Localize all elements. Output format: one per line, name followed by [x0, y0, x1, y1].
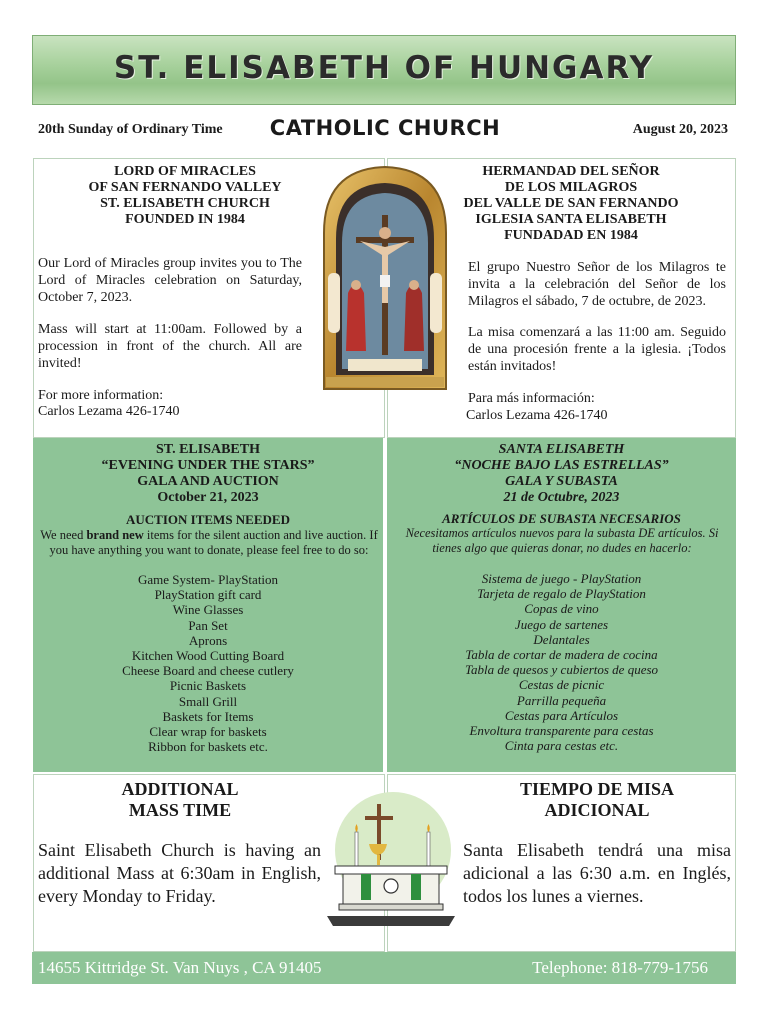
list-item: Juego de sartenes	[514, 616, 609, 632]
church-phone: Telephone: 818-779-1756	[532, 958, 708, 977]
list-item: Clear wrap for baskets	[149, 724, 267, 740]
list-item: Cestas de picnic	[518, 677, 605, 693]
auction-items-list-es	[387, 571, 736, 753]
church-subtitle: CATHOLIC CHURCH	[269, 116, 501, 140]
lord-of-miracles-image	[318, 163, 452, 393]
mass-en-heading: ADDITIONAL MASS TIME	[121, 779, 239, 820]
church-address: 14655 Kittridge St. Van Nuys , CA 91405	[38, 958, 322, 977]
auction-intro-es: Necesitamos artículos nuevos para la subasta DE artículos. Si tienes algo que quieras donar, no dudes en hacerlo:	[405, 526, 719, 555]
list-item: Game System- PlayStation	[137, 572, 279, 587]
altar-icon	[325, 792, 455, 932]
list-item: Baskets for Items	[162, 708, 254, 724]
list-item: Envoltura transparente para cestas	[469, 723, 654, 739]
list-item: Copas de vino	[524, 601, 599, 617]
church-name: ST. ELISABETH OF HUNGARY	[113, 50, 655, 86]
lord-es-contact: Carlos Lezama 426-1740	[466, 408, 608, 423]
mass-en-body: Saint Elisabeth Church is having an additional Mass at 6:30am in English, every Monday to Friday.	[38, 840, 321, 906]
list-item: Ribbon for baskets etc.	[148, 739, 268, 755]
list-item: Parrilla pequeña	[516, 692, 607, 708]
auction-items-heading-es: ARTÍCULOS DE SUBASTA NECESARIOS	[442, 511, 681, 526]
list-item: Cinta para cestas etc.	[504, 738, 619, 754]
lord-en-info-label: For more information:	[38, 388, 164, 403]
list-item: Aprons	[188, 632, 228, 648]
auction-items-heading: AUCTION ITEMS NEEDED	[126, 512, 290, 527]
list-item: Small Grill	[178, 693, 238, 709]
list-item: PlayStation gift card	[154, 587, 262, 603]
gala-en-heading: ST. ELISABETH “EVENING UNDER THE STARS” GALA AND AUCTION October 21, 2023	[101, 442, 315, 505]
list-item: Kitchen Wood Cutting Board	[131, 648, 285, 664]
liturgical-sunday: 20th Sunday of Ordinary Time	[38, 122, 223, 137]
list-item: Wine Glasses	[172, 602, 244, 618]
lord-es-mass: La misa comenzará a las 11:00 am. Seguido de una procesión frente a la iglesia. ¡Todos están invitados!	[468, 325, 726, 374]
gala-es-heading: SANTA ELISABETH “NOCHE BAJO LAS ESTRELLAS” GALA Y SUBASTA 21 de Octubre, 2023	[454, 442, 669, 505]
list-item: Delantales	[533, 631, 590, 647]
list-item: Cestas para Artículos	[504, 707, 619, 723]
lord-en-contact: Carlos Lezama 426-1740	[38, 404, 180, 419]
list-item: Tabla de quesos y cubiertos de queso	[464, 662, 659, 678]
mass-es-body: Santa Elisabeth tendrá una misa adicional a las 6:30 a.m. en Inglés, todos los lunes a viernes.	[463, 840, 731, 906]
lord-en-heading: LORD OF MIRACLES OF SAN FERNANDO VALLEY ST. ELISABETH CHURCH FOUNDED IN 1984	[88, 164, 282, 227]
list-item: Pan Set	[188, 617, 228, 633]
auction-intro: We need brand new items for the silent auction and live auction. If you have anything you want to donate, please feel free to do so:	[40, 528, 378, 557]
lord-en-mass: Mass will start at 11:00am. Followed by a procession in front of the church. All are invited!	[38, 322, 302, 371]
list-item: Picnic Baskets	[169, 678, 247, 694]
list-item: Sistema de juego - PlayStation	[481, 571, 642, 586]
lord-es-invite: El grupo Nuestro Señor de los Milagros te invita a la celebración del Señor de los Milagros el sábado, 7 de octubre, de 2023.	[468, 260, 726, 309]
list-item: Tarjeta de regalo de PlayStation	[477, 586, 646, 602]
lord-es-info-label: Para más información:	[468, 391, 595, 406]
title-banner	[32, 35, 736, 105]
footer-bar	[32, 952, 736, 984]
lord-en-invite: Our Lord of Miracles group invites you to The Lord of Miracles celebration on Saturday, October 7, 2023.	[38, 256, 302, 305]
mass-es-heading: TIEMPO DE MISA ADICIONAL	[519, 779, 674, 820]
bulletin-date: August 20, 2023	[632, 122, 728, 137]
list-item: Cheese Board and cheese cutlery	[122, 663, 294, 679]
lord-es-heading: HERMANDAD DEL SEÑOR DE LOS MILAGROS DEL VALLE DE SAN FERNANDO IGLESIA SANTA ELISABETH FUNDADAD EN 1984	[463, 164, 679, 243]
list-item: Tabla de cortar de madera de cocina	[465, 647, 658, 663]
auction-items-list	[33, 572, 383, 754]
